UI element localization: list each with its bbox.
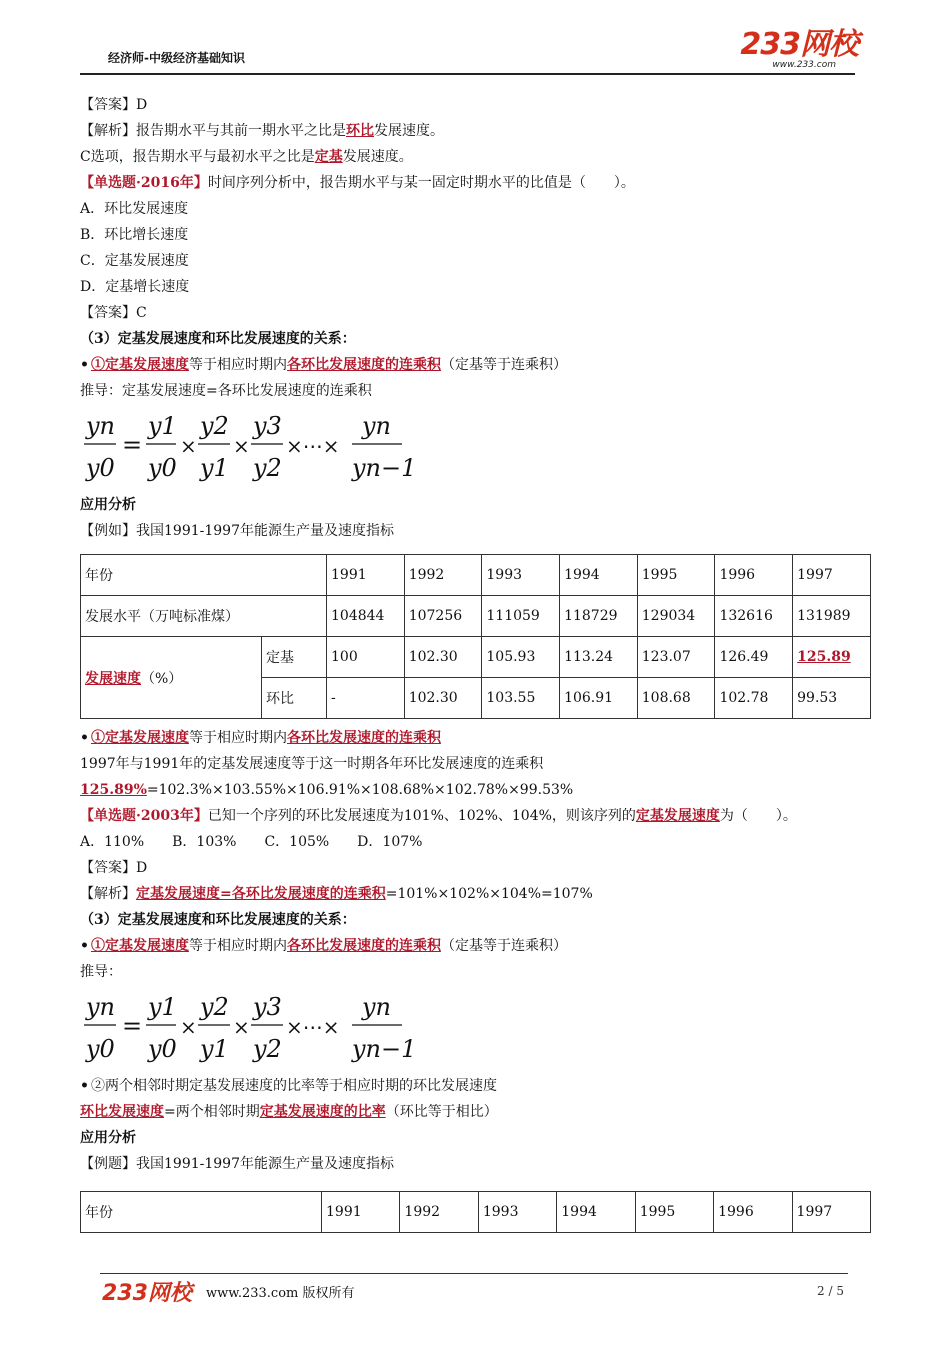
bullet: • (80, 730, 89, 746)
highlight: 定基 (314, 149, 343, 165)
formula-num-3: y3 (253, 412, 282, 440)
highlight: 各环比发展速度的连乘积 (286, 357, 441, 373)
relation-line (80, 1099, 870, 1125)
table-cell: - (327, 678, 405, 719)
formula-num-0: yn (86, 993, 116, 1021)
explanation-line (80, 118, 870, 144)
formula-op-3: ×⋯× (286, 1015, 340, 1039)
explanation-line (80, 881, 870, 907)
highlight: 125.89% (80, 782, 147, 798)
highlight: ①定基发展速度 (90, 730, 189, 746)
answer-line: 【答案】D (80, 860, 148, 876)
formula-op-0: = (122, 431, 143, 459)
table-cell: 118729 (560, 596, 638, 637)
table-cell: 1991 (327, 555, 405, 596)
text: =两个相邻时期 (164, 1104, 260, 1120)
formula-num-1: y1 (148, 412, 177, 440)
example-line: 【例题】我国1991-1997年能源生产量及速度指标 (80, 1156, 394, 1172)
question-tag: 【单选题·2003年】 (80, 808, 208, 824)
formula-num-2: y2 (200, 412, 229, 440)
text: 【解析】 (80, 886, 136, 902)
chain-label: 环比 (262, 678, 327, 719)
bullet: • (80, 1078, 89, 1094)
formula-op-2: × (233, 1015, 250, 1039)
level-label: 发展水平（万吨标准煤） (81, 596, 327, 637)
table-cell: 100 (327, 637, 405, 678)
table-cell: 106.91 (560, 678, 638, 719)
table-cell: 126.49 (715, 637, 793, 678)
relation-line (80, 933, 870, 959)
formula-den-0: y0 (86, 1035, 115, 1063)
options-line: A．110% B．103% C．105% D．107% (80, 834, 423, 850)
highlight: 环比发展速度 (80, 1104, 164, 1120)
formula-den-2: y1 (200, 1035, 229, 1063)
energy-table-2 (80, 1191, 871, 1233)
highlight: 定基发展速度=各环比发展速度的连乘积 (136, 886, 386, 902)
table-cell: 1997 (793, 555, 871, 596)
highlight: 定基发展速度的比率 (259, 1104, 386, 1120)
formula-svg-2 (80, 985, 440, 1073)
energy-table (80, 554, 871, 719)
text: （定基等于连乘积） (440, 938, 567, 954)
text-line: 1997年与1991年的定基发展速度等于这一时期各年环比发展速度的连乘积 (80, 756, 544, 772)
application-heading: 应用分析 (80, 497, 136, 513)
table-cell: 1994 (560, 555, 638, 596)
logo-text: 233网校 (740, 27, 858, 62)
table-cell: 1991 (322, 1192, 400, 1233)
explanation-line (80, 144, 870, 170)
table-cell: 1996 (715, 555, 793, 596)
text: 为（ ）。 (719, 808, 797, 824)
highlight: ①定基发展速度 (90, 938, 189, 954)
formula-den-1: y0 (148, 454, 177, 482)
text: （环比等于相比） (385, 1104, 498, 1120)
table-row (81, 555, 871, 596)
formula-num-4: yn (362, 993, 392, 1021)
footer-copyright: www.233.com 版权所有 (206, 1286, 355, 1301)
highlight: 发展速度 (85, 670, 141, 687)
table-cell: 1996 (714, 1192, 792, 1233)
text: 等于相应时期内 (188, 938, 287, 954)
text: 发展速度。 (342, 149, 413, 165)
table-cell: 99.53 (793, 678, 871, 719)
table-cell: 132616 (715, 596, 793, 637)
question-line (80, 170, 870, 196)
question-tag: 【单选题·2016年】 (80, 175, 208, 191)
relation-line (80, 352, 870, 378)
table-cell (793, 637, 871, 678)
table-cell: 102.30 (404, 678, 482, 719)
option: C．定基发展速度 (80, 253, 189, 269)
formula-den-1: y0 (148, 1035, 177, 1063)
highlight: ①定基发展速度 (90, 357, 189, 373)
footer-rule (100, 1273, 848, 1274)
formula-den-3: y2 (253, 1035, 282, 1063)
formula-op-1: × (180, 434, 197, 458)
logo-url: www.233.com (772, 60, 836, 70)
table-cell: 111059 (482, 596, 560, 637)
text: 等于相应时期内 (188, 357, 287, 373)
highlight: 环比 (346, 123, 374, 139)
section-heading: （3）定基发展速度和环比发展速度的关系： (80, 912, 356, 928)
formula-den-2: y1 (200, 454, 229, 482)
year-label: 年份 (81, 555, 327, 596)
formula-num-1: y1 (148, 993, 177, 1021)
formula-den-4: yn−1 (352, 1035, 417, 1063)
year-label: 年份 (81, 1192, 322, 1233)
example-line: 【例如】我国1991-1997年能源生产量及速度指标 (80, 523, 394, 539)
text: 等于相应时期内 (188, 730, 287, 746)
speed-label (81, 637, 262, 719)
derivation-line: 推导：定基发展速度=各环比发展速度的连乘积 (80, 383, 372, 399)
table-cell: 1995 (637, 555, 715, 596)
formula-den-4: yn−1 (352, 454, 417, 482)
highlight: 定基发展速度 (635, 808, 720, 824)
text: =101%×102%×104%=107% (385, 886, 593, 902)
formula-num-0: yn (86, 412, 116, 440)
relation-line (80, 1073, 870, 1099)
table-cell: 1992 (404, 555, 482, 596)
text: C选项，报告期水平与最初水平之比是 (80, 149, 315, 165)
text: （%） (141, 670, 183, 687)
calc-line (80, 777, 870, 803)
text: =102.3%×103.55%×106.91%×108.68%×102.78%×99.53% (146, 782, 574, 798)
table-row (81, 637, 871, 678)
formula-num-2: y2 (200, 993, 229, 1021)
table-cell: 107256 (404, 596, 482, 637)
header-title: 经济师-中级经济基础知识 (108, 51, 245, 65)
formula-num-3: y3 (253, 993, 282, 1021)
table-cell: 105.93 (482, 637, 560, 678)
bullet: • (80, 357, 89, 373)
formula-op-2: × (233, 434, 250, 458)
highlight: 各环比发展速度的连乘积 (286, 730, 441, 746)
table-row (81, 1192, 871, 1233)
question-line (80, 803, 870, 829)
table-cell: 1997 (792, 1192, 870, 1233)
formula-2 (80, 985, 870, 1073)
option: A．环比发展速度 (80, 201, 189, 217)
table-row (81, 596, 871, 637)
formula-svg (80, 404, 440, 492)
formula-den-0: y0 (86, 454, 115, 482)
table-cell: 1992 (400, 1192, 478, 1233)
table-cell: 131989 (793, 596, 871, 637)
derivation-line: 推导： (80, 964, 122, 980)
table-cell: 1994 (557, 1192, 635, 1233)
relation-line (80, 725, 870, 751)
option: D．定基增长速度 (80, 279, 190, 295)
text: ②两个相邻时期定基发展速度的比率等于相应时期的环比发展速度 (90, 1078, 497, 1094)
answer-line: 【答案】D (80, 97, 148, 113)
table-cell: 104844 (327, 596, 405, 637)
table-cell: 1993 (482, 555, 560, 596)
page-number: 2 / 5 (817, 1284, 844, 1298)
formula-op-0: = (122, 1012, 143, 1040)
question-text: 时间序列分析中，报告期水平与某一固定时期水平的比值是（ ）。 (207, 175, 635, 191)
bullet: • (80, 938, 89, 954)
table-cell: 1995 (635, 1192, 713, 1233)
fixed-label: 定基 (262, 637, 327, 678)
text: （定基等于连乘积） (440, 357, 567, 373)
table-cell: 108.68 (637, 678, 715, 719)
document-body (80, 92, 870, 1239)
table-cell: 102.78 (715, 678, 793, 719)
formula (80, 404, 870, 492)
brand-logo[interactable] (740, 27, 858, 70)
option: B．环比增长速度 (80, 227, 189, 243)
highlight: 125.89 (797, 649, 851, 665)
table-cell: 103.55 (482, 678, 560, 719)
text: 已知一个序列的环比发展速度为101%、102%、104%，则该序列的 (207, 808, 636, 824)
footer-logo[interactable]: 233网校 (102, 1281, 192, 1306)
answer-line: 【答案】C (80, 305, 147, 321)
text: 【解析】报告期水平与其前一期水平之比是 (80, 123, 346, 139)
formula-den-3: y2 (253, 454, 282, 482)
table-cell: 129034 (637, 596, 715, 637)
text: 发展速度。 (374, 123, 444, 139)
section-heading: （3）定基发展速度和环比发展速度的关系： (80, 331, 356, 347)
table-cell: 123.07 (637, 637, 715, 678)
highlight: 各环比发展速度的连乘积 (286, 938, 441, 954)
table-cell: 102.30 (404, 637, 482, 678)
formula-op-3: ×⋯× (286, 434, 340, 458)
application-heading: 应用分析 (80, 1130, 136, 1146)
table-cell: 113.24 (560, 637, 638, 678)
header-rule (80, 73, 855, 75)
formula-op-1: × (180, 1015, 197, 1039)
table-cell: 1993 (478, 1192, 556, 1233)
formula-num-4: yn (362, 412, 392, 440)
